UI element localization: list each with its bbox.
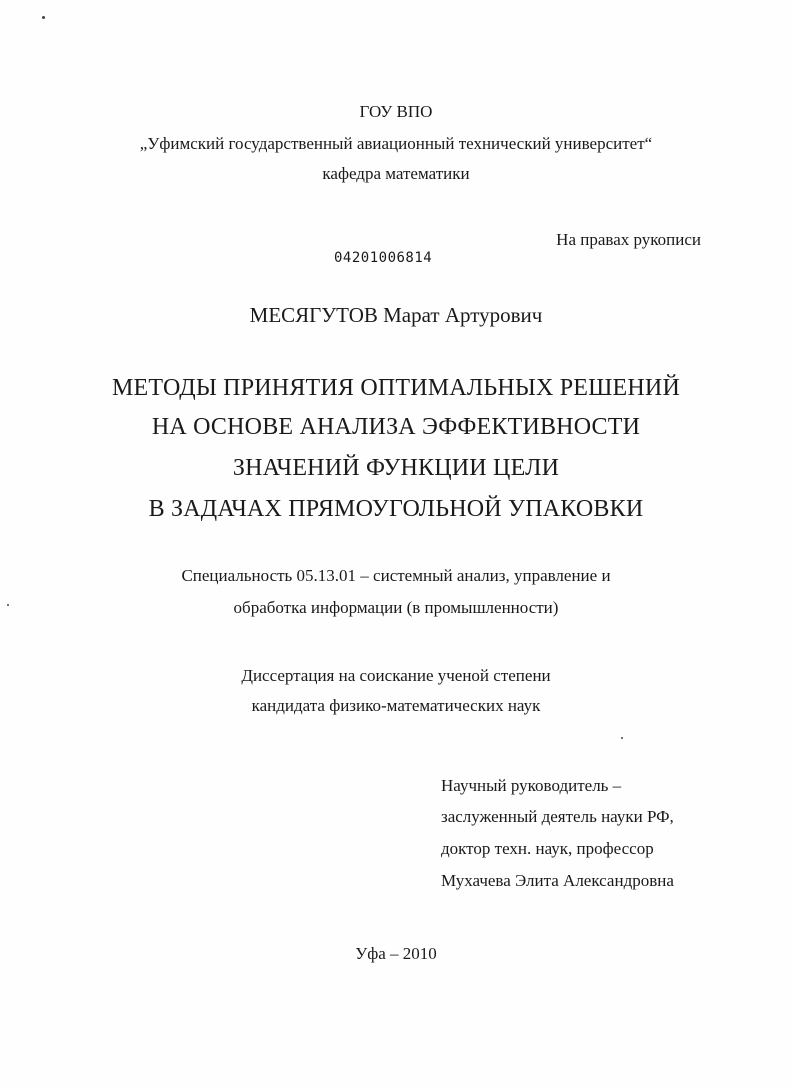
supervisor-line-4: Мухачева Элита Александровна bbox=[441, 871, 674, 890]
scan-speck bbox=[42, 16, 45, 19]
title-line-1: МЕТОДЫ ПРИНЯТИЯ ОПТИМАЛЬНЫХ РЕШЕНИЙ bbox=[112, 375, 680, 401]
title-line-3: ЗНАЧЕНИЙ ФУНКЦИИ ЦЕЛИ bbox=[232, 455, 560, 481]
supervisor-line-2: заслуженный деятель науки РФ, bbox=[441, 807, 674, 826]
title-line-4: В ЗАДАЧАХ ПРЯМОУГОЛЬНОЙ УПАКОВКИ bbox=[148, 496, 644, 522]
supervisor-line-3: доктор техн. наук, профессор bbox=[441, 839, 654, 858]
author-name: МЕСЯГУТОВ Марат Артурович bbox=[249, 303, 543, 327]
specialty-line-1: Специальность 05.13.01 – системный анализ, управление и bbox=[181, 566, 611, 585]
registration-number: 04201006814 bbox=[334, 250, 433, 266]
supervisor-line-1: Научный руководитель – bbox=[441, 776, 622, 795]
degree-line-1: Диссертация на соискание ученой степени bbox=[241, 666, 551, 685]
organization-line: ГОУ ВПО bbox=[359, 102, 433, 121]
scan-speck bbox=[621, 737, 623, 739]
degree-line-2: кандидата физико-математических наук bbox=[251, 696, 541, 715]
department-line: кафедра математики bbox=[322, 164, 470, 183]
city-year: Уфа – 2010 bbox=[355, 944, 437, 963]
title-line-2: НА ОСНОВЕ АНАЛИЗА ЭФФЕКТИВНОСТИ bbox=[151, 414, 641, 440]
rights-note: На правах рукописи bbox=[556, 230, 701, 249]
specialty-line-2: обработка информации (в промышленности) bbox=[233, 598, 559, 617]
university-line: „Уфимский государственный авиационный технический университет“ bbox=[139, 134, 653, 153]
